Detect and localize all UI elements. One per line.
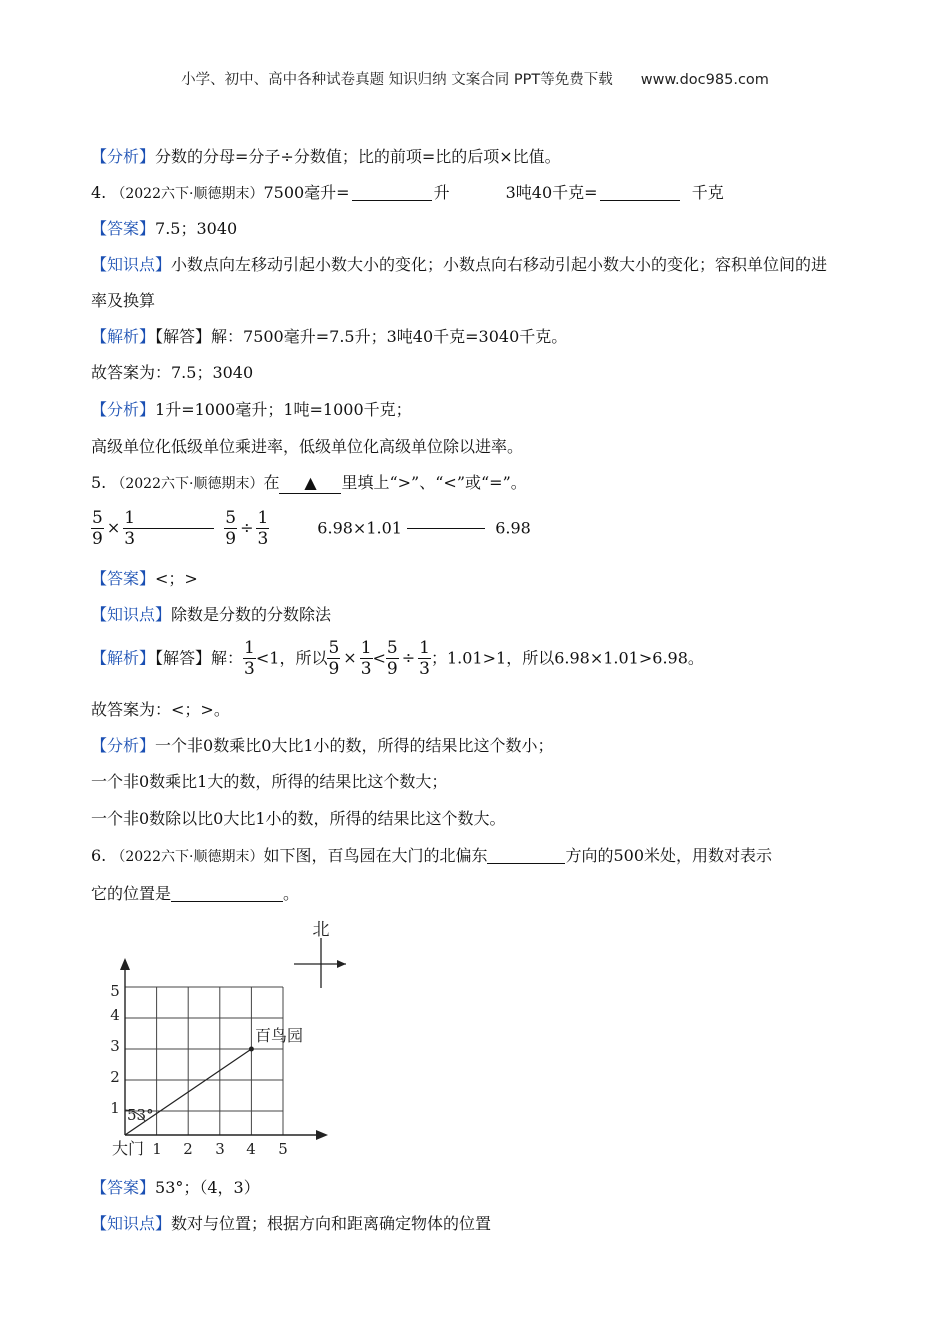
q6-question-cont: 它的位置是 。 (91, 884, 300, 903)
q4-explain: 【解析】【解答】解：7500毫升=7.5升；3吨40千克=3040千克。 (91, 327, 568, 346)
q5-analysis: 【分析】一个非0数乘比0大比1小的数，所得的结果比这个数小； (91, 736, 554, 755)
q4-question: 4. （2022六下·顺德期末）7500毫升= 升 3吨40千克= 千克 (91, 183, 724, 202)
y-tick: 1 (110, 1099, 120, 1117)
fraction: $\frac{5}{9}$ (386, 638, 398, 679)
x-tick: 5 (278, 1140, 288, 1158)
q4-knowledge-cont: 率及换算 (91, 291, 156, 310)
q4-answer: 【答案】7.5；3040 (91, 219, 238, 238)
y-tick: 3 (110, 1037, 120, 1055)
q3-analysis: 【分析】分数的分母=分子÷分数值；比的前项=比的后项×比值。 (91, 147, 561, 166)
y-tick: 5 (110, 982, 120, 1000)
x-tick: 1 (152, 1140, 162, 1158)
fraction: $\frac{5}{9}$ (225, 508, 237, 549)
q5-question: 5. （2022六下·顺德期末）在 ▲ 里填上“>”、“<”或“=”。 (91, 473, 527, 492)
fraction: $\frac{1}{3}$ (257, 508, 269, 549)
fraction: $\frac{1}{3}$ (419, 638, 430, 679)
y-tick-labels (110, 982, 120, 1117)
q5-expressions: $\frac{5}{9}$ × $\frac{1}{3}$ $\frac{5}{9}$ ÷ $\frac{1}{3}$ 6.98×1.01 6.98 (92, 508, 531, 549)
fraction: $\frac{5}{9}$ (92, 508, 103, 549)
angle-label: 53° (127, 1106, 154, 1124)
fraction: $\frac{5}{9}$ (328, 638, 340, 679)
q5-answer: 【答案】<；> (91, 569, 198, 588)
q4-analysis-2: 高级单位化低级单位乘进率，低级单位化高级单位除以进率。 (91, 437, 524, 456)
header-text: 小学、初中、高中各种试卷真题 知识归纳 文案合同 PPT等免费下载 (181, 72, 613, 88)
y-tick: 2 (110, 1068, 120, 1086)
bird-park-label: 百鸟园 (255, 1026, 304, 1045)
q4-knowledge: 【知识点】小数点向左移动引起小数大小的变化；小数点向右移动引起小数大小的变化；容积单位间的进 (91, 255, 828, 274)
q5-therefore: 故答案为：<；>。 (91, 700, 230, 719)
q6-question: 6. （2022六下·顺德期末）如下图，百鸟园在大门的北偏东 方向的500米处，用数对表示 (91, 846, 773, 865)
q5-analysis-3: 一个非0数除以比0大比1小的数，所得的结果比这个数大。 (91, 809, 506, 828)
x-tick: 3 (215, 1140, 225, 1158)
fraction: $\frac{1}{3}$ (124, 508, 136, 549)
x-tick: 4 (246, 1140, 256, 1158)
gate-label: 大门 (112, 1139, 145, 1158)
q6-knowledge: 【知识点】数对与位置；根据方向和距离确定物体的位置 (91, 1214, 492, 1233)
q5-analysis-2: 一个非0数乘比1大的数，所得的结果比这个数大； (91, 772, 448, 791)
header-site-link[interactable]: www.doc985.com (640, 72, 769, 88)
tag-analysis: 【分析】 (91, 147, 156, 166)
x-tick: 2 (183, 1140, 193, 1158)
q5-knowledge: 【知识点】除数是分数的分数除法 (91, 605, 332, 624)
x-tick-labels (152, 1140, 288, 1158)
q4-therefore: 故答案为：7.5；3040 (91, 363, 254, 382)
q4-analysis: 【分析】1升=1000毫升；1吨=1000千克； (91, 400, 412, 419)
fraction: $\frac{1}{3}$ (360, 638, 372, 679)
triangle-icon: ▲ (304, 473, 317, 492)
bird-park-point (249, 1047, 254, 1052)
north-label: 北 (312, 920, 330, 940)
q5-explain: 【解析】【解答】解： $\frac{1}{3}$ <1，所以 $\frac{5}{9}$ × $\frac{1}{3}$ < $\frac{5}{9}$ ÷ $\frac{1}{3}$ ；1.01>1，所以6.98×1.01>6.98。 (91, 638, 704, 679)
fraction: $\frac{1}{3}$ (244, 638, 255, 679)
y-tick: 4 (110, 1006, 120, 1024)
compass (294, 920, 346, 988)
q6-answer: 【答案】53°；（4，3） (91, 1178, 260, 1197)
